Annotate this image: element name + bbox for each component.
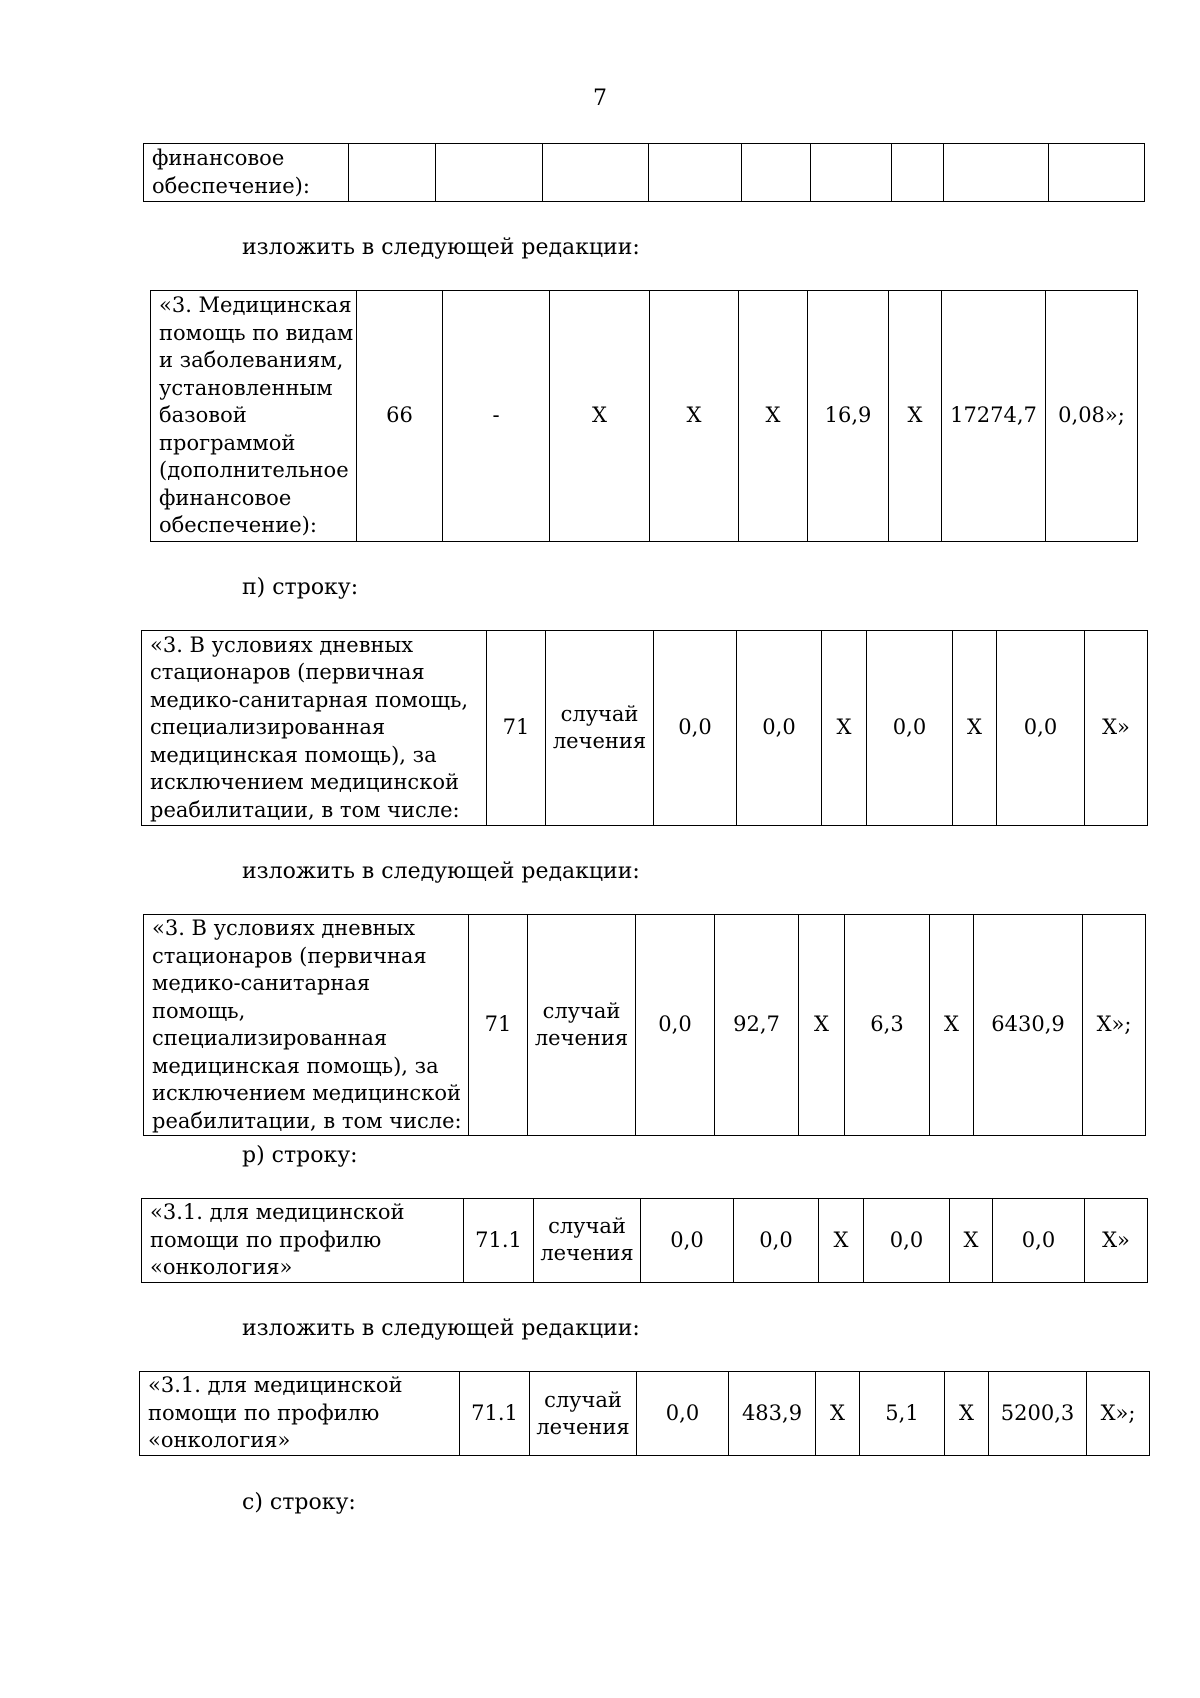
table-cell: - — [443, 291, 550, 542]
table-cell — [543, 144, 649, 202]
table-cell: 0,08»; — [1046, 291, 1138, 542]
table-cell — [349, 144, 436, 202]
table-cell: 0,0 — [654, 631, 737, 826]
table-cell-name: финансовое обеспечение): — [144, 144, 349, 202]
instruction-text: р) строку: — [242, 1143, 358, 1168]
table-cell — [742, 144, 811, 202]
table-cell — [944, 144, 1049, 202]
table-cell: 0,0 — [864, 1199, 950, 1283]
table-cell: 5,1 — [860, 1372, 945, 1456]
table-cell — [649, 144, 742, 202]
table-cell-name: «3.1. для медицинской помощи по профилю «онкология» — [140, 1372, 460, 1456]
table-cell: Х»; — [1087, 1372, 1150, 1456]
instruction-text: с) строку: — [242, 1490, 356, 1515]
table-cell: Х — [799, 915, 845, 1136]
table-row-old — [141, 1198, 1148, 1283]
table-cell: 5200,3 — [989, 1372, 1087, 1456]
table-cell: Х — [950, 1199, 993, 1283]
table-cell: Х — [822, 631, 867, 826]
table-cell-unit: случай лечения — [528, 915, 636, 1136]
table-row-new — [143, 914, 1146, 1136]
table-cell-code: 71.1 — [464, 1199, 534, 1283]
table-cell-name: «3. В условиях дневных стационаров (первичная медико-санитарная помощь, специализированная медицинская помощь), за исключением медицинской реабилитации, в том числе: — [144, 915, 469, 1136]
table-cell-code: 71 — [469, 915, 528, 1136]
table-cell: 0,0 — [993, 1199, 1085, 1283]
table-cell-unit: случай лечения — [530, 1372, 637, 1456]
table-cell: Х — [739, 291, 808, 542]
table-row-new — [139, 1371, 1150, 1456]
instruction-text: изложить в следующей редакции: — [242, 1316, 640, 1341]
table-row-fragment — [143, 143, 1145, 202]
table-cell: Х — [819, 1199, 864, 1283]
table-cell: Х» — [1085, 1199, 1148, 1283]
page-number: 7 — [593, 86, 607, 111]
instruction-text: п) строку: — [242, 575, 359, 600]
table-cell-unit: случай лечения — [534, 1199, 641, 1283]
instruction-text: изложить в следующей редакции: — [242, 859, 640, 884]
table-cell: 17274,7 — [942, 291, 1046, 542]
table-cell — [811, 144, 892, 202]
table-cell: 0,0 — [737, 631, 822, 826]
table-cell: Х — [650, 291, 739, 542]
table-cell: 0,0 — [637, 1372, 729, 1456]
table-cell: Х» — [1085, 631, 1148, 826]
table-cell-code: 71.1 — [460, 1372, 530, 1456]
table-cell: Х»; — [1083, 915, 1146, 1136]
table-cell: 66 — [357, 291, 443, 542]
table-cell: 483,9 — [729, 1372, 816, 1456]
table-cell: 0,0 — [997, 631, 1085, 826]
table-cell-name: «3.1. для медицинской помощи по профилю «онкология» — [142, 1199, 464, 1283]
table-cell-code: 71 — [487, 631, 546, 826]
table-row-new — [150, 290, 1138, 542]
table-cell — [892, 144, 944, 202]
table-row-old — [141, 630, 1148, 826]
instruction-text: изложить в следующей редакции: — [242, 235, 640, 260]
table-cell: Х — [550, 291, 650, 542]
table-cell: Х — [930, 915, 974, 1136]
table-cell — [1049, 144, 1145, 202]
table-cell: 0,0 — [641, 1199, 734, 1283]
table-cell: Х — [889, 291, 942, 542]
table-cell-name: «3. Медицинская помощь по видам и заболеваниям, установленным базовой программой (дополнительное финансовое обеспечение): — [151, 291, 357, 542]
table-cell: 0,0 — [636, 915, 715, 1136]
table-cell-name: «3. В условиях дневных стационаров (первичная медико-санитарная помощь, специализированная медицинская помощь), за исключением медицинской реабилитации, в том числе: — [142, 631, 487, 826]
table-cell — [436, 144, 543, 202]
table-cell: 6430,9 — [974, 915, 1083, 1136]
table-cell: Х — [816, 1372, 860, 1456]
table-cell: 0,0 — [734, 1199, 819, 1283]
table-cell: Х — [953, 631, 997, 826]
table-cell: 92,7 — [715, 915, 799, 1136]
table-cell: 16,9 — [808, 291, 889, 542]
table-cell: 0,0 — [867, 631, 953, 826]
table-cell-unit: случай лечения — [546, 631, 654, 826]
table-cell: 6,3 — [845, 915, 930, 1136]
table-cell: Х — [945, 1372, 989, 1456]
